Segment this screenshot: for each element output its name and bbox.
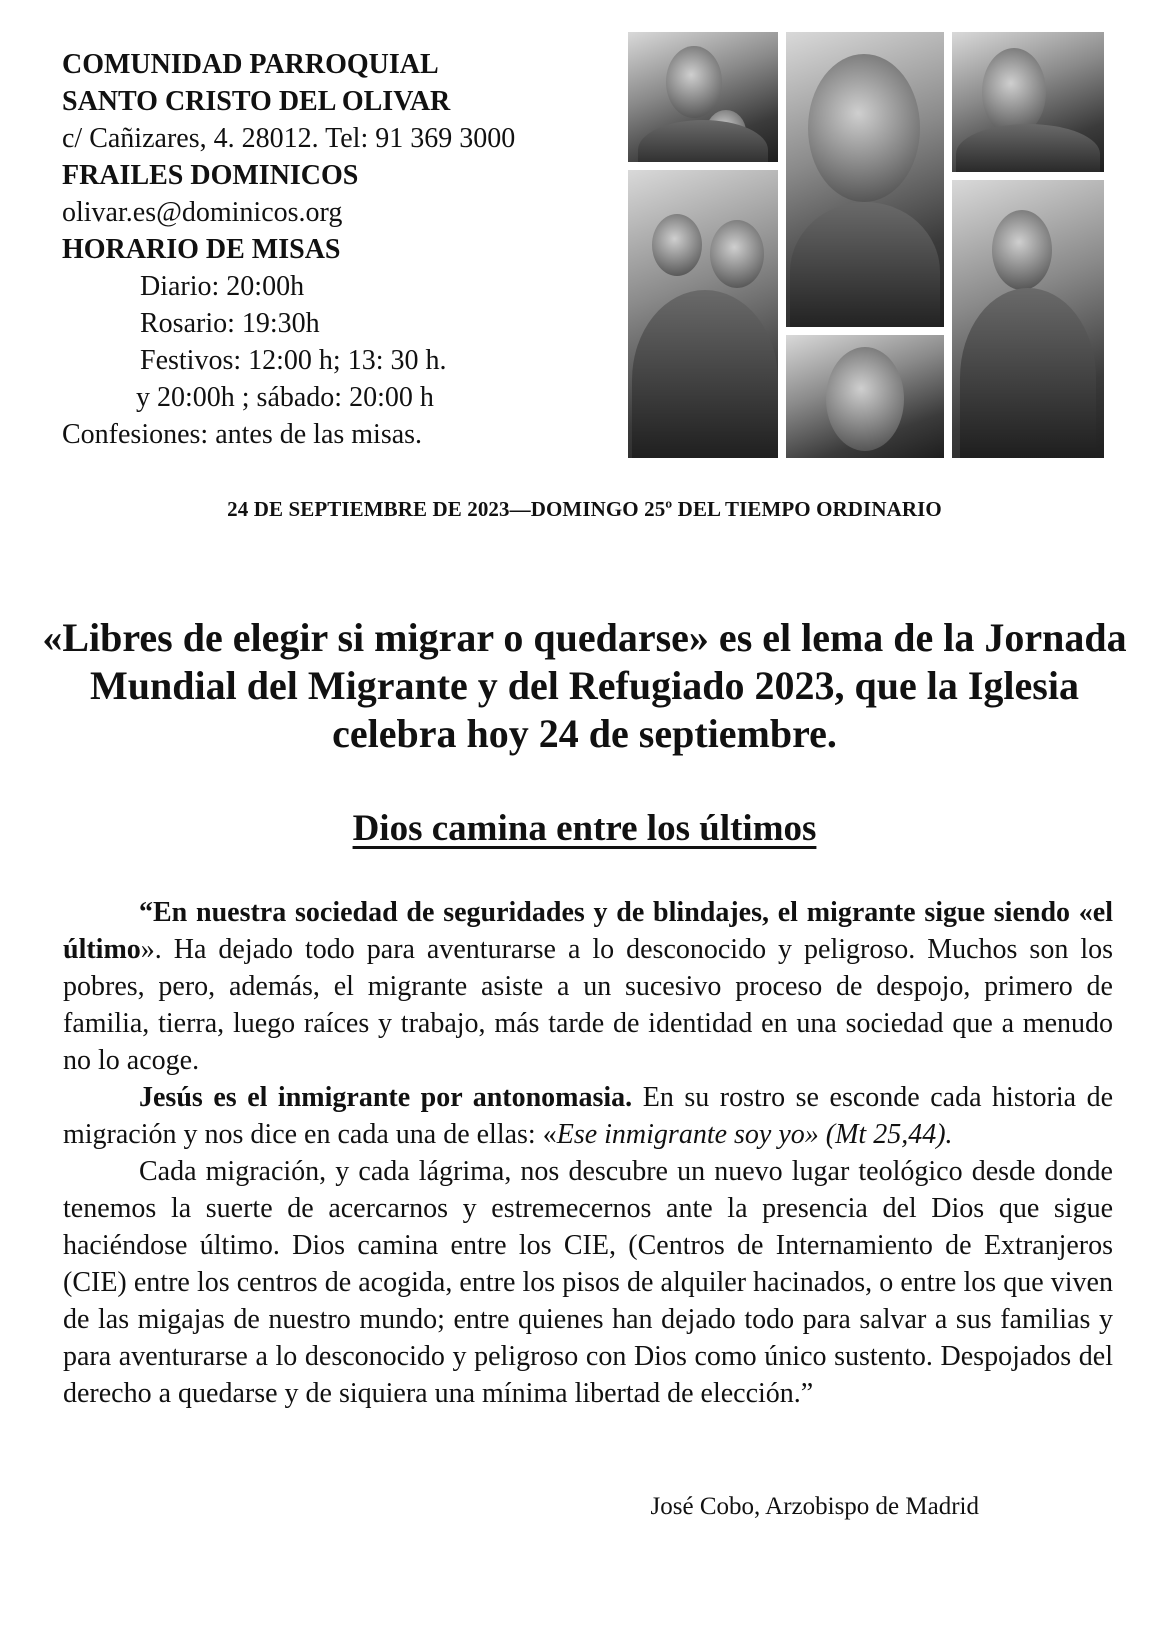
paragraph-2-quote: Ese inmigrante soy yo» (Mt 25,44). — [556, 1119, 953, 1150]
parish-info — [62, 46, 622, 453]
paragraph-1-bold: “En nuestra sociedad de seguridades y de blindajes, el migrante sigue siendo «el último — [63, 897, 1113, 965]
mother-with-child-photo — [628, 170, 778, 458]
paragraph-2-bold: Jesús es el inmigrante por antonomasia. — [139, 1082, 633, 1113]
young-man-photo — [952, 32, 1104, 172]
schedule-holidays: Festivos: 12:00 h; 13: 30 h. — [140, 345, 447, 376]
paragraph-2 — [63, 1079, 1113, 1153]
section-title: Dios camina entre los últimos — [352, 808, 817, 849]
date-line: 24 DE SEPTIEMBRE DE 2023—DOMINGO 25º DEL TIEMPO ORDINARIO — [227, 497, 942, 521]
boy-photo — [786, 32, 944, 327]
schedule-daily: Diario: 20:00h — [140, 271, 305, 302]
schedule-rosary: Rosario: 19:30h — [140, 308, 320, 339]
signature: José Cobo, Arzobispo de Madrid — [650, 1493, 979, 1520]
parish-name: SANTO CRISTO DEL OLIVAR — [62, 86, 451, 117]
article-body — [63, 894, 1113, 1412]
refugee-photo-collage — [628, 32, 1104, 458]
mass-schedule-title: HORARIO DE MISAS — [62, 234, 341, 265]
confessions-note: Confesiones: antes de las misas. — [62, 419, 423, 450]
woman-in-headscarf-photo — [952, 180, 1104, 458]
girl-with-painted-face-photo — [786, 335, 944, 458]
address: c/ Cañizares, 4. 28012. Tel: 91 369 3000 — [62, 123, 516, 154]
paragraph-1-text: ». Ha dejado todo para aventurarse a lo desconocido y peligroso. Muchos son los pobres, pero, además, el migrante asiste a un sucesivo proceso de despojo, primero de familia, tierra, luego raíces y trabajo, más tarde de identidad en una sociedad que a menudo no lo acoge. — [63, 934, 1113, 1076]
paragraph-2-text: En su rostro se esconde cada historia de migración y nos dice en cada una de ellas: « — [63, 1082, 1114, 1150]
man-with-baby-photo — [628, 32, 778, 162]
order-name: FRAILES DOMINICOS — [62, 160, 359, 191]
paragraph-1 — [63, 894, 1113, 1079]
headline: «Libres de elegir si migrar o quedarse» es el lema de la Jornada Mundial del Migrante y del Refugiado 2023, que la Iglesia celebra hoy 24 de septiembre. — [42, 615, 1127, 756]
community-name: COMUNIDAD PARROQUIAL — [62, 49, 439, 80]
schedule-holidays-extra: y 20:00h ; sábado: 20:00 h — [136, 382, 434, 413]
paragraph-3: Cada migración, y cada lágrima, nos descubre un nuevo lugar teológico desde donde tenemos la suerte de acercarnos y estremecernos ante la presencia del Dios que sigue haciéndose último. Dios camina entre los CIE, (Centros de Internamiento de Extranjeros (CIE) entre los centros de acogida, entre los pisos de alquiler hacinados, o entre los que viven de las migajas de nuestro mundo; entre quienes han dejado todo para salvar a sus familias y para aventurarse a lo desconocido y peligroso con Dios como único sustento. Despojados del derecho a quedarse y de siquiera una mínima libertad de elección.” — [63, 1156, 1113, 1409]
email[interactable]: olivar.es@dominicos.org — [62, 197, 343, 228]
